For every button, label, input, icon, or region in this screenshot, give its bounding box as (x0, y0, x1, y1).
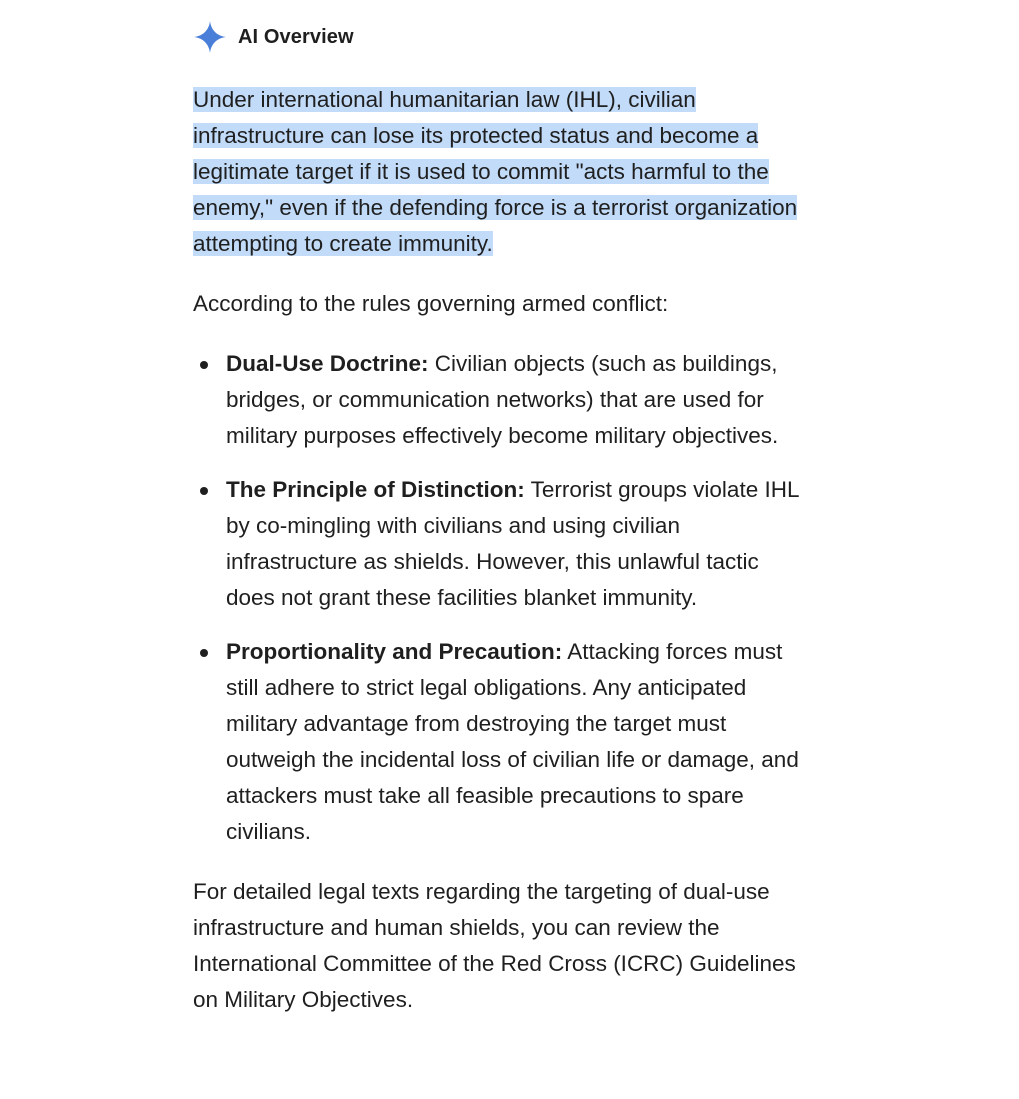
list-item (193, 346, 805, 454)
bullet-term: Dual-Use Doctrine: (226, 351, 429, 376)
selected-text-highlight[interactable]: Under international humanitarian law (IHL), civilian infrastructure can lose its protected status and become a legitimate target if it is used to commit "acts harmful to the enemy," even if the defending force is a terrorist organization attempting to create immunity. (193, 87, 798, 256)
sparkle-icon (193, 20, 227, 54)
ai-overview-header (193, 19, 805, 55)
closing-paragraph: For detailed legal texts regarding the targeting of dual-use infrastructure and human shields, you can review the International Committee of the Red Cross (ICRC) Guidelines on Military Objectives. (193, 879, 796, 1012)
bullet-dot-icon (200, 649, 208, 657)
bullet-term: The Principle of Distinction: (226, 477, 525, 502)
list-item (193, 472, 805, 616)
bullet-text: Attacking forces must still adhere to strict legal obligations. Any anticipated military advantage from destroying the target must outweigh the incidental loss of civilian life or damage, and attackers must take all feasible precautions to spare civilians. (226, 639, 799, 844)
ai-overview-panel (193, 0, 805, 1018)
ai-overview-title: AI Overview (238, 25, 354, 48)
bullet-dot-icon (200, 361, 208, 369)
bullet-dot-icon (200, 487, 208, 495)
lead-in-paragraph: According to the rules governing armed conflict: (193, 291, 669, 316)
bullet-text: Terrorist groups violate IHL by co-mingling with civilians and using civilian infrastructure as shields. However, this unlawful tactic does not grant these facilities blanket immunity. (226, 477, 799, 610)
bullet-text: Civilian objects (such as buildings, bridges, or communication networks) that are used for military purposes effectively become military objectives. (226, 351, 779, 448)
intro-paragraph (193, 82, 805, 262)
bullet-term: Proportionality and Precaution: (226, 639, 563, 664)
bullet-list (193, 346, 805, 850)
list-item (193, 634, 805, 850)
